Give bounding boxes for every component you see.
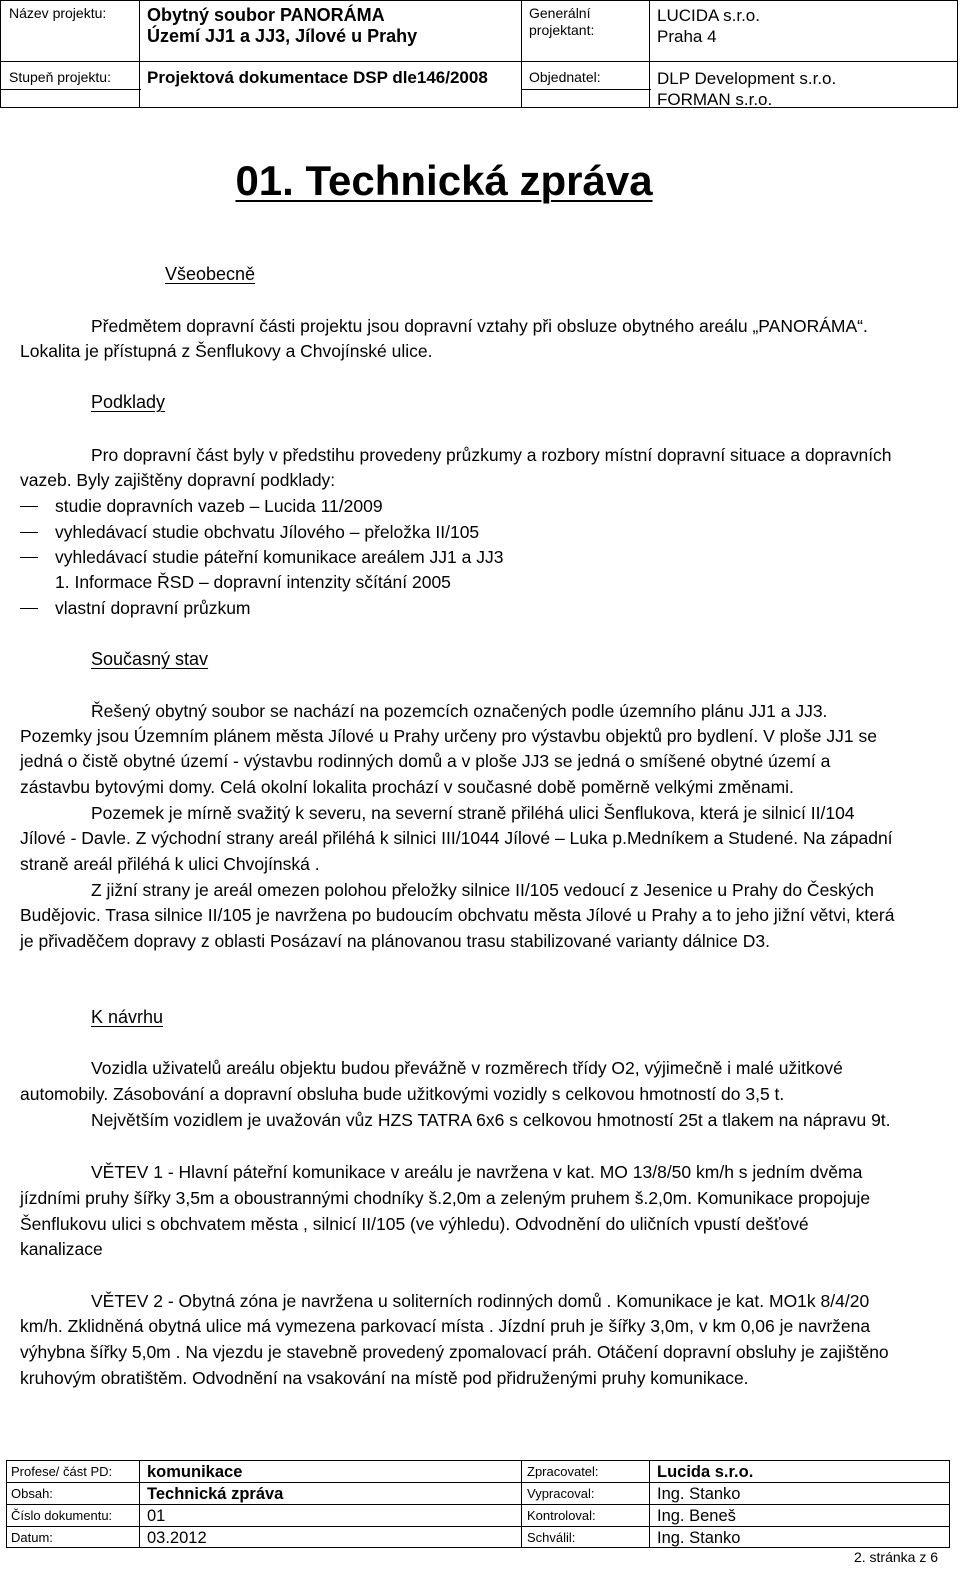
branch2-line: výhybna šířky 5,0m . Na vjezdu je stavebně provedený zpomalovací práh. Otáčení dopravní obsluhy je zajištěno [20, 1342, 889, 1362]
general-designer-label-2: projektant: [529, 22, 595, 38]
general-paragraph-line: Lokalita je přístupná z Šenflukovy a Chvojínské ulice. [20, 341, 433, 361]
checked-by-value: Ing. Beneš [657, 1507, 736, 1525]
document-number-value: 01 [147, 1507, 166, 1525]
branch1-line: kanalizace [20, 1239, 103, 1259]
sources-list-item: studie dopravních vazeb – Lucida 11/2009 [55, 496, 383, 516]
project-stage-label: Stupeň projektu: [9, 69, 111, 85]
list-dash [20, 608, 38, 609]
current-state-line: Jílové - Davle. Z východní strany areál přiléhá k silnici III/1044 Jílové – Luka p.Medníkem a Studené. Na západní [20, 828, 893, 848]
branch2-line: km/h. Zklidněná obytná ulice má vymezena parkovací místa . Jízdní pruh je šířky 3,0m, v km 0,06 je navržena [20, 1316, 871, 1336]
list-dash [20, 532, 38, 533]
footer-table [6, 1460, 950, 1548]
sources-paragraph-line: vazeb. Byly zajištěny dopravní podklady: [20, 470, 336, 490]
general-paragraph-line: Předmětem dopravní části projektu jsou dopravní vztahy při obsluze obytného areálu „PANORÁMA“. [91, 316, 868, 336]
section-heading-general: Všeobecně [165, 264, 256, 284]
current-state-line: zástavbu bytovými domy. Celá okolní lokalita prochází v současné době poměrně velkými změnami. [20, 777, 794, 797]
content-value: Technická zpráva [147, 1485, 284, 1503]
branch1-line: jízdními pruhy šířky 3,5m a oboustrannými chodníky š.2,0m a zeleným pruhem š.2,0m. Komunikace propojuje [20, 1188, 871, 1208]
prepared-by-label: Vypracoval: [527, 1486, 595, 1501]
project-stage-value: Projektová dokumentace DSP dle146/2008 [147, 68, 488, 87]
branch2-line: VĚTEV 2 - Obytná zóna je navržena u soliterních rodinných domů . Komunikace je kat. MO1k 8/4/20 [91, 1291, 870, 1311]
list-dash [20, 557, 38, 558]
current-state-line: Řešený obytný soubor se nachází na pozemcích označených podle územního plánu JJ1 a JJ3. [91, 701, 828, 721]
current-state-line: straně areál přiléhá k ulici Chvojínská . [20, 854, 320, 874]
profession-label: Profese/ část PD: [11, 1464, 113, 1479]
processor-value: Lucida s.r.o. [657, 1463, 754, 1481]
general-designer-value-2: Praha 4 [657, 27, 717, 46]
section-heading-design: K návrhu [91, 1007, 164, 1027]
header-table [0, 0, 958, 108]
design-line: Vozidla uživatelů areálu objektu budou převážně v rozměrech třídy O2, výjimečně i malé užitkové [91, 1058, 843, 1078]
content-label: Obsah: [11, 1486, 53, 1501]
page-number: 2. stránka z 6 [853, 1549, 938, 1565]
client-value-2: FORMAN s.r.o. [657, 90, 773, 109]
sources-list-item: vyhledávací studie páteřní komunikace areálem JJ1 a JJ3 [55, 547, 504, 567]
list-dash [20, 506, 38, 507]
sources-list-item: vlastní dopravní průzkum [55, 598, 251, 618]
date-value: 03.2012 [147, 1529, 207, 1547]
approved-by-value: Ing. Stanko [657, 1529, 741, 1547]
design-line: automobily. Zásobování a dopravní obsluha bude užitkovými vozidly s celkovou hmotností do 3,5 t. [20, 1084, 785, 1104]
project-name-line2: Území JJ1 a JJ3, Jílové u Prahy [147, 26, 418, 46]
sources-list-item: vyhledávací studie obchvatu Jílového – přeložka II/105 [55, 522, 480, 542]
sources-list-item: 1. Informace ŘSD – dopravní intenzity sčítání 2005 [55, 572, 451, 592]
section-heading-current-state: Současný stav [91, 649, 209, 669]
branch2-line: kruhovým obratištěm. Odvodnění na vsakování na místě pod přidruženými pruhy komunikace. [20, 1368, 749, 1388]
design-line: Největším vozidlem je uvažován vůz HZS TATRA 6x6 s celkovou hmotností 25t a tlakem na nápravu 9t. [91, 1110, 891, 1130]
sources-paragraph-line: Pro dopravní část byly v předstihu provedeny průzkumy a rozbory místní dopravní situace a dopravních [91, 445, 892, 465]
current-state-line: jedná o čistě obytné území - výstavbu rodinných domů a v ploše JJ3 se jedná o smíšené obytné území a [20, 751, 831, 771]
prepared-by-value: Ing. Stanko [657, 1485, 741, 1503]
branch1-line: VĚTEV 1 - Hlavní páteřní komunikace v areálu je navržena v kat. MO 13/8/50 km/h s jedním dvěma [91, 1162, 863, 1182]
current-state-line: Pozemek je mírně svažitý k severu, na severní straně přiléhá ulici Šenflukova, která je silnicí II/104 [91, 803, 855, 823]
current-state-line: Budějovic. Trasa silnice II/105 je navržena po budoucím obchvatu města Jílové u Prahy a to jeho jižní větvi, která [20, 905, 895, 925]
processor-label: Zpracovatel: [527, 1464, 599, 1479]
approved-by-label: Schválil: [527, 1530, 576, 1545]
client-value-1: DLP Development s.r.o. [657, 69, 837, 88]
general-designer-value-1: LUCIDA s.r.o. [657, 6, 760, 25]
current-state-line: je přivaděčem dopravy z oblasti Posázaví na plánovanou trasu stabilizované varianty dálnice D3. [20, 931, 771, 951]
branch1-line: Šenflukovu ulici s obchvatem města , silnicí II/105 (ve výhledu). Odvodnění do uličních vpustí dešťové [20, 1214, 809, 1234]
general-designer-label-1: Generální [529, 5, 591, 21]
project-name-label: Název projektu: [9, 5, 107, 21]
project-name-line1: Obytný soubor PANORÁMA [147, 5, 385, 25]
current-state-line: Z jižní strany je areál omezen polohou přeložky silnice II/105 vedoucí z Jesenice u Prahy do Českých [91, 880, 875, 900]
date-label: Datum: [11, 1530, 53, 1545]
current-state-line: Pozemky jsou Územním plánem města Jílové u Prahy určeny pro výstavbu objektů pro bydlení. V ploše JJ1 se [20, 726, 877, 746]
client-label: Objednatel: [529, 69, 601, 85]
checked-by-label: Kontroloval: [527, 1508, 596, 1523]
document-title: 01. Technická zpráva [235, 157, 653, 204]
profession-value: komunikace [147, 1463, 243, 1481]
document-number-label: Číslo dokumentu: [11, 1508, 113, 1523]
section-heading-sources: Podklady [91, 392, 166, 412]
